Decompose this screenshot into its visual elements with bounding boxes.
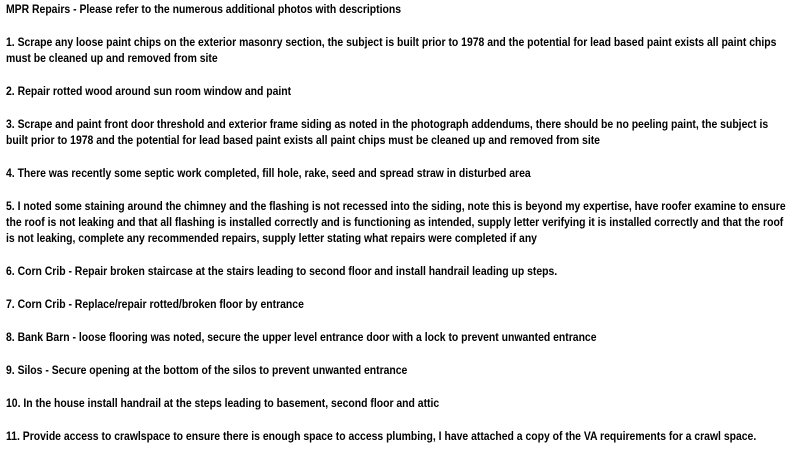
repair-item-10: 10. In the house install handrail at the steps leading to basement, second floor and attic	[6, 396, 440, 410]
repair-item-4: 4. There was recently some septic work completed, fill hole, rake, seed and spread straw in disturbed area	[6, 166, 531, 180]
repair-item-5: 5. I noted some staining around the chimney and the flashing is not recessed into the siding, note this is beyond my expertise, have roofer examine to ensure the roof is not leaking and that all flashing is installed correctly and is functioning as intended, supply letter verifying it is installed correctly and that the roof is not leaking, complete any recommended repairs, supply letter stating what repairs were completed if any	[6, 199, 786, 245]
repairs-document	[6, 0, 790, 444]
repair-item-11: 11. Provide access to crawlspace to ensure there is enough space to access plumbing, I have attached a copy of the VA requirements for a crawl space.	[6, 429, 757, 443]
repair-item-2: 2. Repair rotted wood around sun room window and paint	[6, 84, 292, 98]
repair-item-9: 9. Silos - Secure opening at the bottom of the silos to prevent unwanted entrance	[6, 363, 408, 377]
document-title: MPR Repairs - Please refer to the numerous additional photos with descriptions	[6, 2, 401, 16]
repair-item-7: 7. Corn Crib - Replace/repair rotted/broken floor by entrance	[6, 297, 304, 311]
repair-item-6: 6. Corn Crib - Repair broken staircase at the stairs leading to second floor and install handrail leading up steps.	[6, 264, 558, 278]
repair-item-1: 1. Scrape any loose paint chips on the exterior masonry section, the subject is built prior to 1978 and the potential for lead based paint exists all paint chips must be cleaned up and removed from site	[6, 35, 777, 65]
repair-item-8: 8. Bank Barn - loose flooring was noted, secure the upper level entrance door with a lock to prevent unwanted entrance	[6, 330, 597, 344]
repair-item-3: 3. Scrape and paint front door threshold and exterior frame siding as noted in the photograph addendums, there should be no peeling paint, the subject is built prior to 1978 and the potential for lead based paint exists all paint chips must be cleaned up and removed from site	[6, 117, 769, 147]
